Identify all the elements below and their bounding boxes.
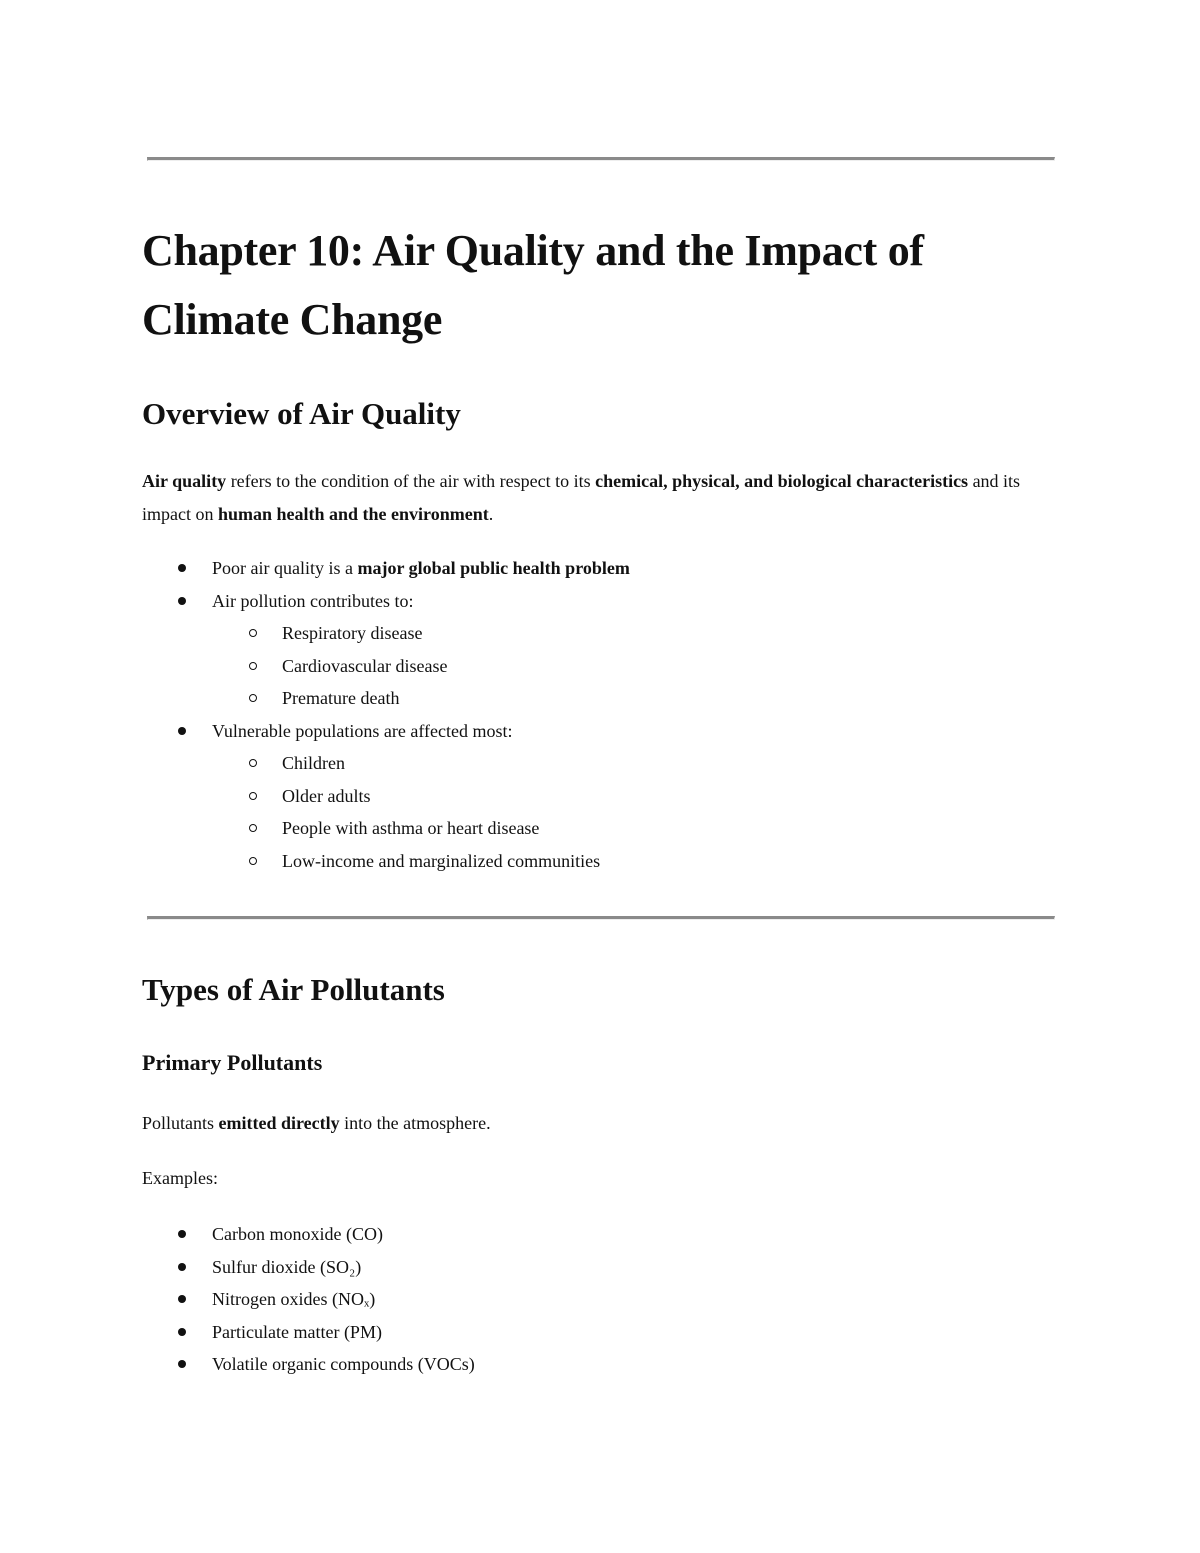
overview-paragraph bbox=[142, 465, 1042, 530]
overview-text-2: and its impact on bbox=[142, 471, 1021, 524]
overview-heading: Overview of Air Quality bbox=[142, 396, 461, 431]
bullet-circle-icon bbox=[249, 792, 257, 800]
list-item-text: Sulfur dioxide (SO₂) bbox=[212, 1256, 362, 1277]
bullet-circle-icon bbox=[249, 629, 257, 637]
bullet-circle-icon bbox=[249, 824, 257, 832]
sub-list-item-text: People with asthma or heart disease bbox=[282, 818, 540, 838]
examples-label: Examples: bbox=[142, 1168, 218, 1188]
top-divider bbox=[147, 157, 1055, 161]
list-item-bold: major global public health problem bbox=[357, 558, 630, 578]
list-item-text: Vulnerable populations are affected most: bbox=[212, 720, 513, 741]
bullet-disc-icon bbox=[178, 1328, 186, 1336]
term-air-quality: Air quality bbox=[142, 471, 227, 491]
list-item-text: Nitrogen oxides (NOₓ) bbox=[212, 1289, 376, 1309]
overview-bold-characteristics: chemical, physical, and biological characteristics bbox=[595, 471, 969, 491]
overview-bold-health: human health and the environment bbox=[217, 503, 489, 524]
types-heading: Types of Air Pollutants bbox=[142, 972, 445, 1007]
list-item-text: Air pollution contributes to: bbox=[212, 590, 414, 611]
primary-definition bbox=[142, 1107, 1042, 1140]
sub-list-item-text: Respiratory disease bbox=[282, 623, 423, 643]
bullet-circle-icon bbox=[249, 662, 257, 670]
primary-def-text-2: into the atmosphere. bbox=[339, 1113, 491, 1133]
list-item-text: Carbon monoxide (CO) bbox=[212, 1224, 383, 1244]
sub-list-item-text: Cardiovascular disease bbox=[282, 655, 448, 676]
sub-list-item-text: Older adults bbox=[282, 785, 371, 806]
primary-pollutants-heading: Primary Pollutants bbox=[142, 1050, 323, 1075]
bullet-circle-icon bbox=[249, 694, 257, 702]
list-item-text: Volatile organic compounds (VOCs) bbox=[212, 1354, 475, 1374]
list-item-text: Poor air quality is a bbox=[212, 558, 358, 578]
bullet-disc-icon bbox=[178, 727, 186, 735]
primary-def-text-1: Pollutants bbox=[142, 1113, 219, 1133]
bullet-disc-icon bbox=[178, 1263, 186, 1271]
section-divider bbox=[147, 916, 1055, 920]
overview-text-1: refers to the condition of the air with respect to its bbox=[226, 471, 596, 491]
bullet-disc-icon bbox=[178, 597, 186, 605]
bullet-disc-icon bbox=[178, 1360, 186, 1368]
sub-list-item-text: Low-income and marginalized communities bbox=[282, 850, 601, 871]
sub-list-item-text: Children bbox=[282, 753, 345, 773]
primary-def-bold: emitted directly bbox=[218, 1113, 340, 1133]
bullet-circle-icon bbox=[249, 759, 257, 767]
overview-text-3: . bbox=[488, 503, 494, 524]
list-item-text: Particulate matter (PM) bbox=[212, 1321, 382, 1342]
bullet-disc-icon bbox=[178, 564, 186, 572]
bullet-disc-icon bbox=[178, 1295, 186, 1303]
bullet-circle-icon bbox=[249, 857, 257, 865]
sub-list-item-text: Premature death bbox=[282, 688, 400, 708]
bullet-disc-icon bbox=[178, 1230, 186, 1238]
chapter-title: Chapter 10: Air Quality and the Impact of Climate Change bbox=[142, 226, 924, 344]
